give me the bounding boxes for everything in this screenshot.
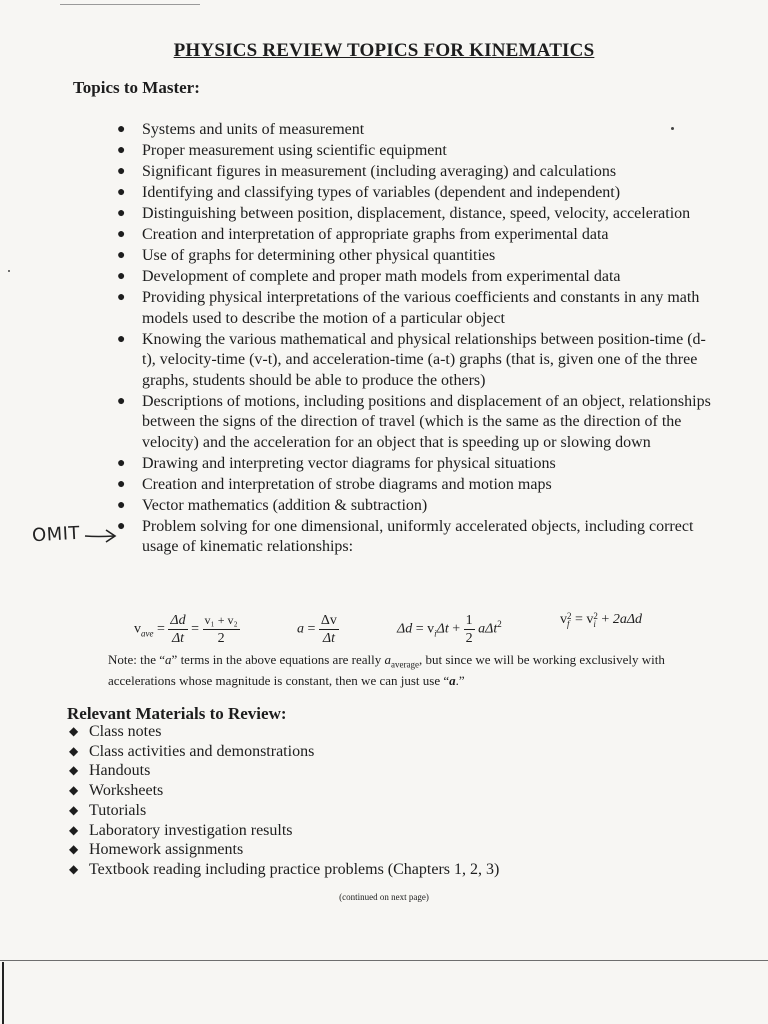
- topic-item: ● Identifying and classifying types of variables (dependent and independent): [115, 183, 715, 204]
- equation-displacement: $\Delta d = v_i\Delta t$ + $\frac{1}{2}$ aΔt$^2$: [397, 613, 502, 646]
- topic-item: ● Vector mathematics (addition & subtraction): [115, 496, 715, 517]
- topic-item: ● Drawing and interpreting vector diagrams for physical situations: [115, 454, 715, 475]
- bullet-icon: ●: [117, 518, 126, 534]
- topic-item: ● Creation and interpretation of strobe diagrams and motion maps: [115, 475, 715, 496]
- diamond-bullet-icon: ◆: [69, 861, 79, 876]
- diamond-bullet-icon: ◆: [69, 724, 79, 738]
- topic-item: ● Proper measurement using scientific equipment: [115, 141, 715, 162]
- diamond-bullet-icon: ◆: [69, 842, 79, 857]
- scan-speck: [8, 270, 10, 272]
- materials-list: [67, 722, 687, 880]
- bullet-icon: ●: [117, 227, 126, 242]
- fraction: $\frac{\text{v₁ + v₂}}{2}$: [204, 613, 238, 646]
- bullet-icon: ●: [117, 290, 126, 305]
- equation-average-velocity: $v_{ave}$ = $\frac{\Delta d}{\Delta t}$ = $\frac{\text{v₁ + v₂}}{2}$: [134, 613, 238, 646]
- bullet-icon: ●: [117, 476, 126, 492]
- bullet-icon: ●: [117, 185, 126, 200]
- topic-item: ● Providing physical interpretations of the various coefficients and constants in any math models used to describe the motion of a particular object: [117, 289, 700, 327]
- bullet-icon: ●: [117, 331, 126, 347]
- topic-item: ● Use of graphs for determining other physical quantities: [115, 246, 715, 267]
- topic-item: ● Systems and units of measurement: [115, 120, 715, 141]
- topic-item: ● Distinguishing between position, displacement, distance, speed, velocity, acceleration: [115, 204, 715, 225]
- topic-item: ● Creation and interpretation of appropriate graphs from experimental data: [115, 225, 715, 246]
- bullet-icon: ●: [117, 206, 126, 221]
- material-item: ◆ Class notes: [69, 723, 162, 740]
- page-title: PHYSICS REVIEW TOPICS FOR KINEMATICS: [173, 40, 595, 61]
- fraction: $\frac{\Delta v}{\Delta t}$: [320, 613, 337, 646]
- equations-note: Note: the “a” terms in the above equations are really $a_{average}$, but since we will be working exclusively with accelerations whose magnitude is constant, then we can just use “a.”: [108, 652, 665, 688]
- material-item: ◆ Handouts: [69, 762, 151, 780]
- topic-item: ● Significant figures in measurement (including averaging) and calculations: [115, 162, 715, 183]
- scan-edge-left: [2, 962, 4, 1024]
- topic-item: ● Development of complete and proper math models from experimental data: [115, 267, 715, 288]
- topics-list: [115, 120, 715, 558]
- topic-item: ● Knowing the various mathematical and physical relationships between position-time (d-t), velocity-time (v-t), and acceleration-time (a-t) graphs (that is, given one of the three graphs, students should be able to produce the others): [117, 330, 706, 389]
- bullet-icon: ●: [117, 393, 126, 409]
- scan-edge-top: [60, 4, 200, 5]
- omit-handwritten-note: OMIT: [31, 522, 81, 547]
- equation-final-velocity: v 2 f = v 2 i + 2aΔd: [560, 611, 643, 629]
- topic-item: ● Problem solving for one dimensional, uniformly accelerated objects, including correct usage of kinematic relationships:: [117, 517, 694, 555]
- material-item: ◆ Worksheets: [69, 782, 164, 800]
- bullet-icon: ●: [117, 455, 126, 471]
- scan-edge-bottom: [0, 960, 768, 961]
- diamond-bullet-icon: ◆: [69, 743, 79, 758]
- bullet-icon: ●: [117, 269, 126, 284]
- diamond-bullet-icon: ◆: [69, 802, 79, 817]
- material-item: ◆ Laboratory investigation results: [69, 821, 293, 839]
- handwritten-arrow-icon: [84, 528, 118, 544]
- material-item: ◆ Homework assignments: [69, 841, 244, 859]
- diamond-bullet-icon: ◆: [69, 822, 79, 837]
- bullet-icon: ●: [117, 143, 126, 158]
- bullet-icon: ●: [117, 248, 126, 263]
- bullet-icon: ●: [117, 122, 126, 137]
- materials-heading: Relevant Materials to Review:: [67, 704, 287, 723]
- equation-acceleration: a = $\frac{\Delta v}{\Delta t}$: [297, 613, 337, 646]
- diamond-bullet-icon: ◆: [69, 783, 79, 798]
- material-item: ◆ Tutorials: [69, 801, 147, 819]
- material-item: ◆ Class activities and demonstrations: [69, 742, 315, 760]
- topics-heading: Topics to Master:: [73, 78, 200, 97]
- topic-item: ● Descriptions of motions, including positions and displacement of an object, relationships between the signs of the direction of travel (which is the same as the direction of the velocity) and the acceleration for an object that is speeding up or slowing down: [117, 392, 711, 451]
- material-item: ◆ Textbook reading including practice problems (Chapters 1, 2, 3): [69, 860, 500, 878]
- fraction: $\frac{1}{2}$: [465, 613, 473, 646]
- diamond-bullet-icon: ◆: [69, 763, 79, 778]
- continued-note: (continued on next page): [339, 892, 429, 902]
- bullet-icon: ●: [117, 164, 126, 179]
- fraction: $\frac{\Delta d}{\Delta t}$: [170, 613, 186, 646]
- bullet-icon: ●: [117, 497, 126, 513]
